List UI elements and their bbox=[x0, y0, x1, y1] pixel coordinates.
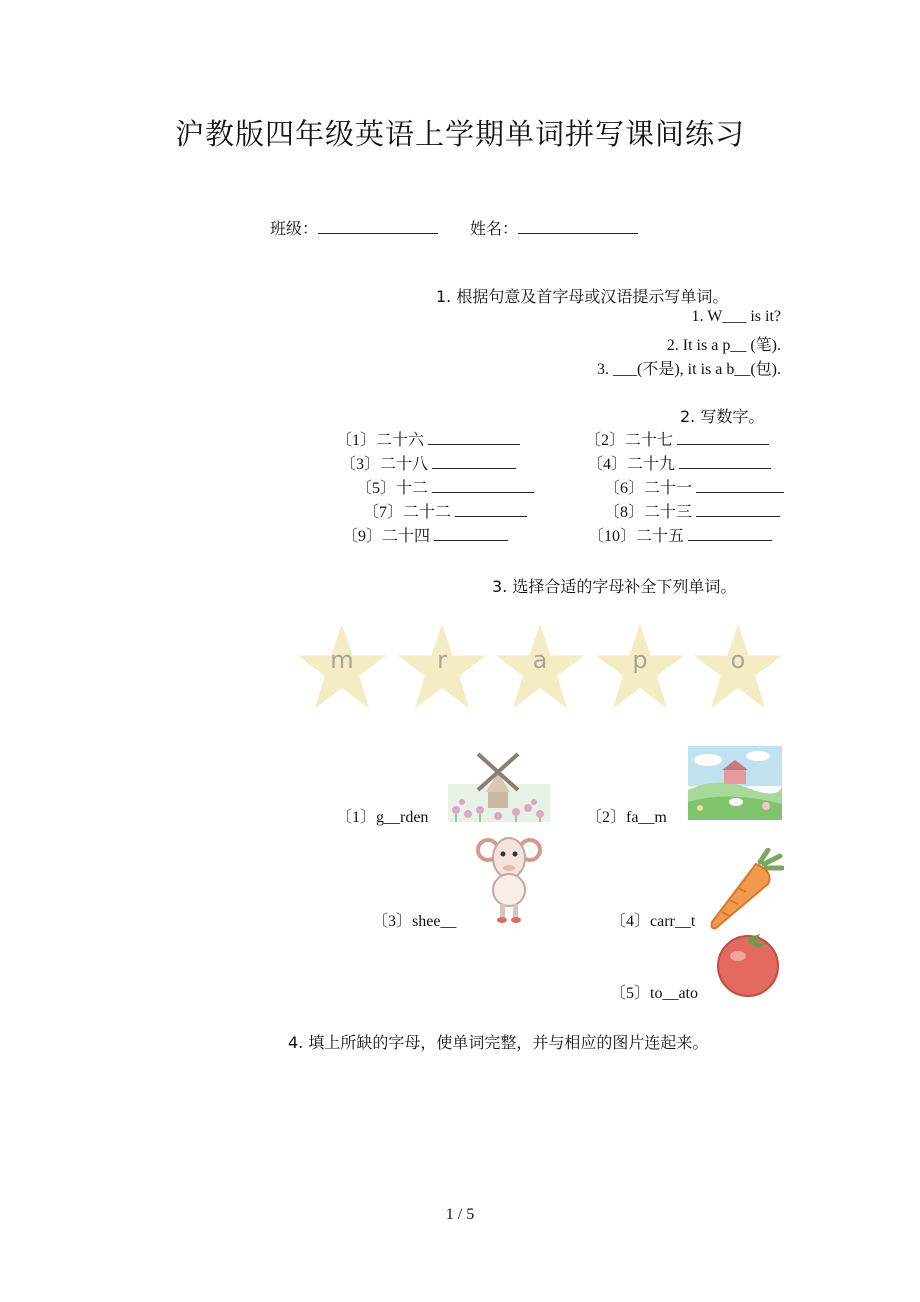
section3-heading: 3. 选择合适的字母补全下列单词。 bbox=[492, 577, 737, 596]
class-blank[interactable] bbox=[318, 219, 438, 234]
number-item: 〔6〕二十一 bbox=[604, 475, 784, 498]
answer-blank[interactable] bbox=[428, 430, 520, 445]
section1-item-2: 2. It is a p__ (笔). bbox=[666, 337, 781, 354]
letter-star[interactable]: o bbox=[690, 620, 786, 716]
answer-blank[interactable] bbox=[434, 526, 508, 541]
name-blank[interactable] bbox=[518, 219, 638, 234]
carrot-picture bbox=[708, 848, 784, 932]
number-item: 〔9〕二十四 bbox=[342, 523, 508, 546]
letter-star-row bbox=[294, 620, 784, 720]
farm-picture bbox=[688, 746, 782, 820]
sheep-picture bbox=[474, 832, 544, 926]
answer-blank[interactable] bbox=[696, 478, 784, 493]
letter-star[interactable]: p bbox=[592, 620, 688, 716]
answer-blank[interactable] bbox=[432, 454, 516, 469]
section1-item-1: 1. W___ is it? bbox=[691, 308, 781, 325]
number-item: 〔5〕十二 bbox=[356, 475, 534, 498]
letter-star[interactable]: a bbox=[492, 620, 588, 716]
number-item: 〔7〕二十二 bbox=[363, 499, 527, 522]
number-item: 〔8〕二十三 bbox=[604, 499, 780, 522]
number-item: 〔1〕二十六 bbox=[336, 427, 520, 450]
word-item-carrot: 〔4〕carr__t bbox=[610, 913, 696, 930]
section1-heading: 1. 根据句意及首字母或汉语提示写单词。 bbox=[436, 287, 729, 306]
class-label: 班级： bbox=[270, 221, 319, 238]
name-label: 姓名： bbox=[470, 221, 519, 238]
number-item: 〔3〕二十八 bbox=[340, 451, 516, 474]
garden-windmill-picture bbox=[448, 748, 550, 822]
page-title: 沪教版四年级英语上学期单词拼写课间练习 bbox=[174, 117, 745, 151]
tomato-picture bbox=[714, 928, 784, 998]
word-item-tomato: 〔5〕to__ato bbox=[610, 985, 698, 1002]
letter-star[interactable]: r bbox=[394, 620, 490, 716]
sheep-icon bbox=[474, 832, 544, 926]
page-number: 1 / 5 bbox=[445, 1206, 475, 1223]
answer-blank[interactable] bbox=[677, 430, 769, 445]
carrot-icon bbox=[708, 848, 784, 932]
answer-blank[interactable] bbox=[696, 502, 780, 517]
windmill-icon bbox=[448, 748, 550, 822]
farm-icon bbox=[688, 746, 782, 820]
number-item: 〔4〕二十九 bbox=[587, 451, 771, 474]
section1-item-3: 3. ___(不是), it is a b__(包). bbox=[597, 361, 781, 378]
word-item-farm: 〔2〕fa__m bbox=[586, 809, 667, 826]
word-item-sheep: 〔3〕shee__ bbox=[372, 913, 457, 930]
number-item: 〔2〕二十七 bbox=[585, 427, 769, 450]
number-item: 〔10〕二十五 bbox=[588, 523, 772, 546]
letter-star[interactable]: m bbox=[294, 620, 390, 716]
answer-blank[interactable] bbox=[432, 478, 534, 493]
class-name-line bbox=[270, 216, 638, 239]
tomato-icon bbox=[714, 928, 784, 998]
answer-blank[interactable] bbox=[688, 526, 772, 541]
answer-blank[interactable] bbox=[679, 454, 771, 469]
section4-heading: 4. 填上所缺的字母，使单词完整，并与相应的图片连起来。 bbox=[288, 1033, 709, 1052]
word-item-garden: 〔1〕g__rden bbox=[336, 809, 429, 826]
answer-blank[interactable] bbox=[455, 502, 527, 517]
section2-heading: 2. 写数字。 bbox=[680, 407, 765, 426]
